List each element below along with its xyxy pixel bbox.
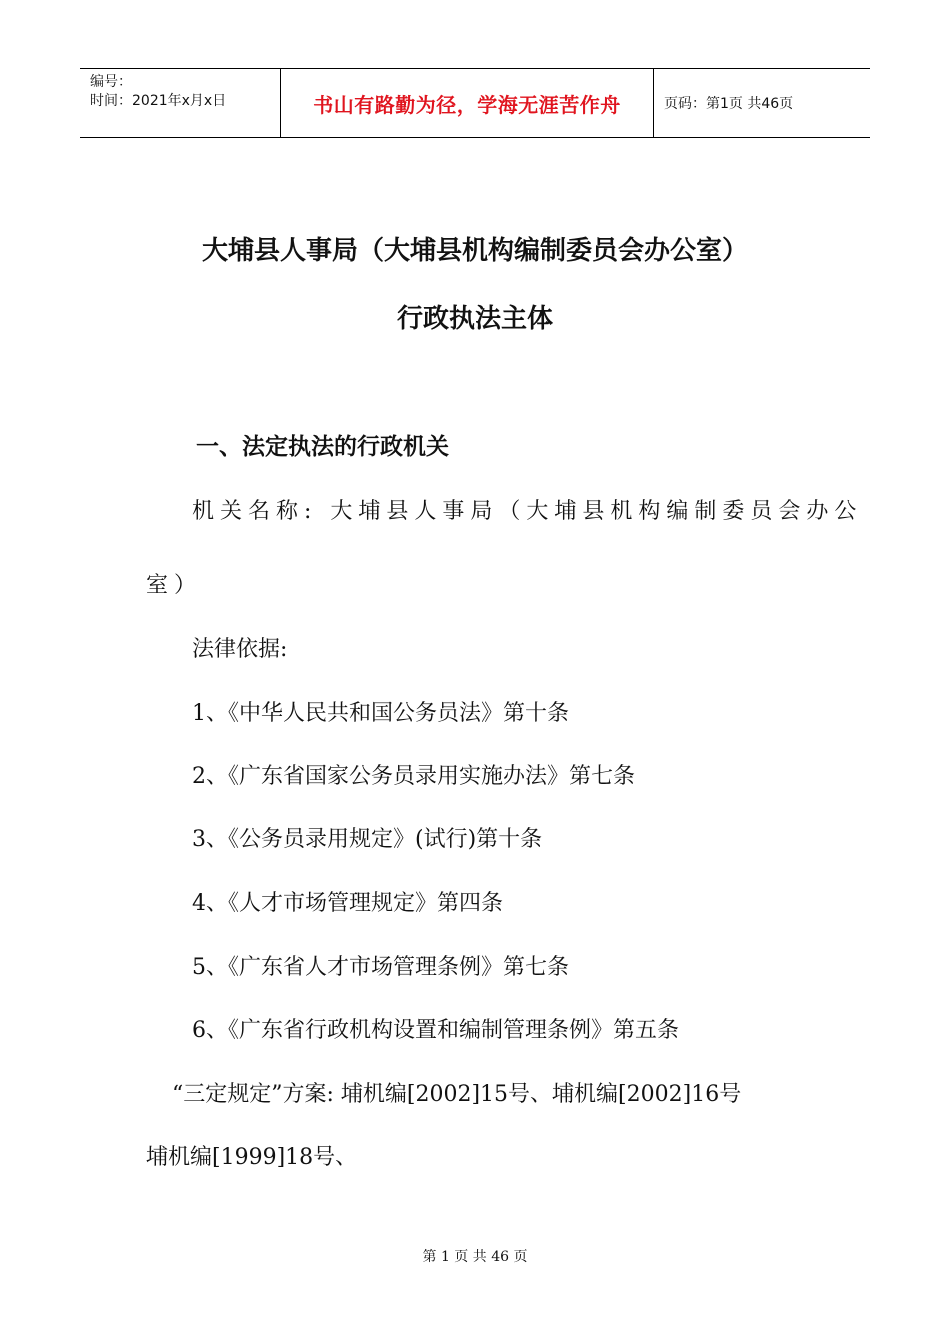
- legal-basis-label: 法律依据:: [192, 637, 288, 662]
- legal-item: 1、《中华人民共和国公务员法》第十条: [192, 701, 569, 726]
- header-meta-cell: [80, 69, 281, 137]
- page-footer: 第 1 页 共 46 页: [422, 1249, 528, 1265]
- document-header: [80, 68, 870, 138]
- sanding-plan-continuation: 埔机编[1999]18号、: [146, 1145, 358, 1170]
- document-title: 大埔县人事局（大埔县机构编制委员会办公室）: [201, 236, 748, 266]
- document-subtitle: 行政执法主体: [396, 304, 553, 334]
- sanding-plan-line: “三定规定”方案: 埔机编[2002]15号、埔机编[2002]16号: [172, 1082, 742, 1107]
- legal-item: 4、《人才市场管理规定》第四条: [192, 891, 503, 916]
- header-page-info: 页码：第1页 共46页: [664, 96, 794, 112]
- document-date-label: 时间：2021年x月x日: [90, 93, 227, 109]
- agency-name-continuation: 室）: [146, 573, 203, 598]
- legal-item: 6、《广东省行政机构设置和编制管理条例》第五条: [192, 1018, 679, 1043]
- legal-item: 3、《公务员录用规定》(试行)第十条: [192, 827, 543, 852]
- agency-name-line: 机关名称: 大埔县人事局（大埔县机构编制委员会办公: [192, 499, 863, 524]
- legal-item: 5、《广东省人才市场管理条例》第七条: [192, 955, 569, 980]
- legal-item: 2、《广东省国家公务员录用实施办法》第七条: [192, 764, 635, 789]
- section-heading: 一、法定执法的行政机关: [196, 434, 449, 460]
- document-number-label: 编号：: [90, 74, 132, 90]
- header-motto: 书山有路勤为径，学海无涯苦作舟: [281, 69, 654, 137]
